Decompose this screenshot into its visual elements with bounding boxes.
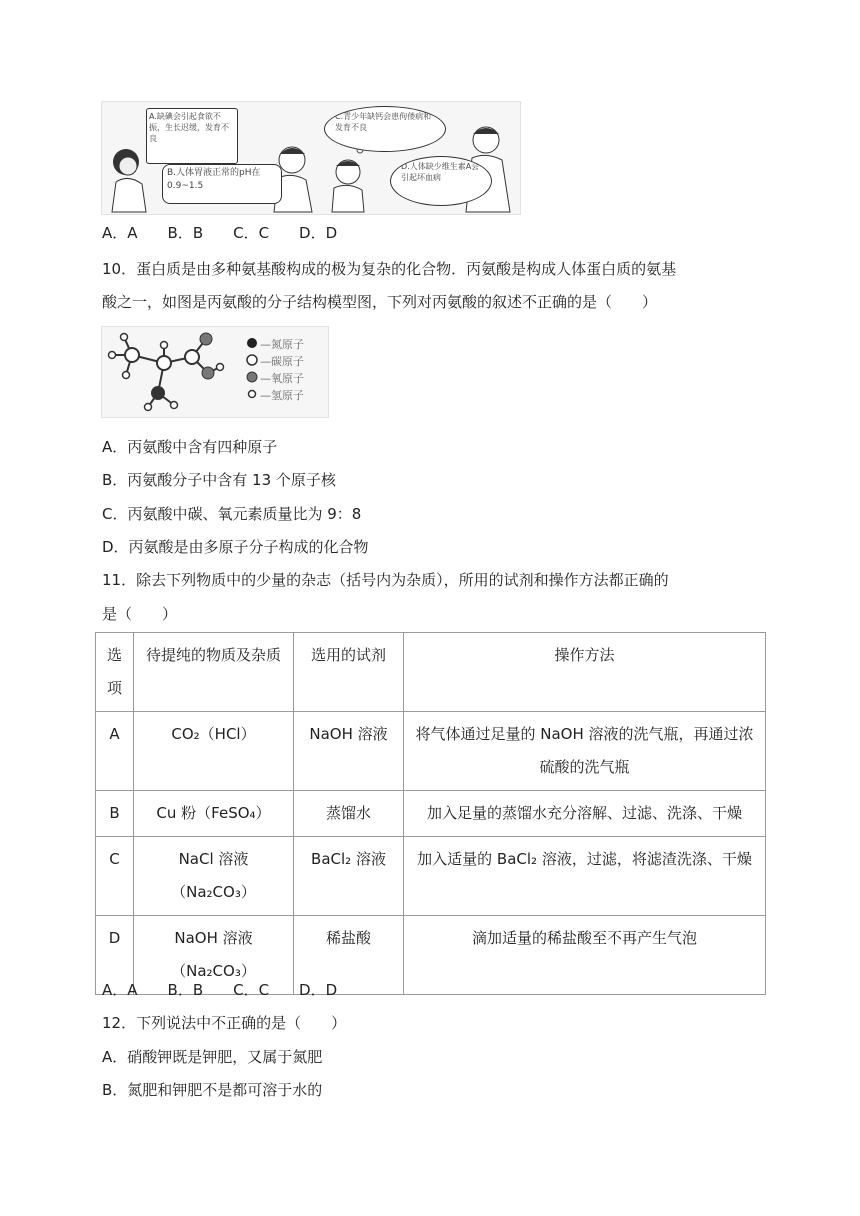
q11-answers: A．A B．B C．C D．D (102, 981, 338, 999)
q11-stem-line2: 是（ ） (102, 605, 178, 623)
q10-stem-line1: 10．蛋白质是由多种氨基酸构成的极为复杂的化合物．丙氨酸是构成人体蛋白质的氨基 (102, 260, 677, 278)
q9-answers: A．A B．B C．C D．D (102, 224, 338, 242)
row-method: 加入适量的 BaCl₂ 溶液，过滤，将滤渣洗涤、干燥 (404, 837, 766, 916)
legend-carbon: —碳原子 (260, 355, 304, 368)
bubble-b-text: B.人体胃液正常的pH在0.9~1.5 (167, 168, 261, 191)
bubble-c-text: C.青少年缺钙会患佝偻病和发育不良 (335, 112, 432, 132)
bubble-d-text: D.人体缺少维生素A会引起坏血病 (401, 162, 480, 182)
q10-stem-line2: 酸之一，如图是丙氨酸的分子结构模型图，下列对丙氨酸的叙述不正确的是（ ） (102, 293, 658, 311)
row-option: C (96, 837, 134, 916)
q10-option-d: D．丙氨酸是由多原子分子构成的化合物 (102, 538, 369, 556)
q11-stem-line1: 11．除去下列物质中的少量的杂志（括号内为杂质），所用的试剂和操作方法都正确的 (102, 571, 669, 589)
legend-hydrogen: —氢原子 (260, 389, 304, 402)
bubble-b (162, 164, 282, 204)
q11-table (95, 632, 766, 995)
row-substance: NaOH 溶液（Na₂CO₃） (134, 916, 294, 995)
row-substance: CO₂（HCl） (134, 712, 294, 791)
row-reagent: BaCl₂ 溶液 (294, 837, 404, 916)
legend-nitrogen: —氮原子 (260, 338, 304, 351)
cartoon-figure (101, 101, 521, 215)
row-option: D (96, 916, 134, 995)
q10-option-b: B．丙氨酸分子中含有 13 个原子核 (102, 471, 336, 489)
bubble-a-text: A.缺碘会引起食欲不振，生长迟缓，发育不良 (149, 112, 229, 143)
row-reagent: 蒸馏水 (294, 791, 404, 837)
header-option: 选项 (96, 633, 134, 712)
header-substance: 待提纯的物质及杂质 (134, 633, 294, 712)
q12-option-b: B．氮肥和钾肥不是都可溶于水的 (102, 1081, 323, 1099)
table-row (96, 791, 766, 837)
alanine-model-figure (101, 326, 329, 418)
row-option: A (96, 712, 134, 791)
table-row (96, 837, 766, 916)
row-method: 加入足量的蒸馏水充分溶解、过滤、洗涤、干燥 (404, 791, 766, 837)
header-reagent: 选用的试剂 (294, 633, 404, 712)
table-row (96, 712, 766, 791)
bubble-c (324, 106, 446, 152)
row-method: 滴加适量的稀盐酸至不再产生气泡 (404, 916, 766, 995)
row-substance: Cu 粉（FeSO₄） (134, 791, 294, 837)
bubble-d (390, 156, 492, 206)
table-header-row (96, 633, 766, 712)
q10-option-a: A．丙氨酸中含有四种原子 (102, 438, 278, 456)
row-method: 将气体通过足量的 NaOH 溶液的洗气瓶，再通过浓硫酸的洗气瓶 (404, 712, 766, 791)
row-reagent: 稀盐酸 (294, 916, 404, 995)
row-substance: NaCl 溶液（Na₂CO₃） (134, 837, 294, 916)
q12-option-a: A．硝酸钾既是钾肥，又属于氮肥 (102, 1048, 323, 1066)
row-option: B (96, 791, 134, 837)
legend-oxygen: —氧原子 (260, 372, 304, 385)
header-method: 操作方法 (404, 633, 766, 712)
row-reagent: NaOH 溶液 (294, 712, 404, 791)
bubble-a (146, 108, 238, 164)
q10-option-c: C．丙氨酸中碳、氧元素质量比为 9：8 (102, 505, 362, 523)
q12-stem: 12．下列说法中不正确的是（ ） (102, 1014, 347, 1032)
